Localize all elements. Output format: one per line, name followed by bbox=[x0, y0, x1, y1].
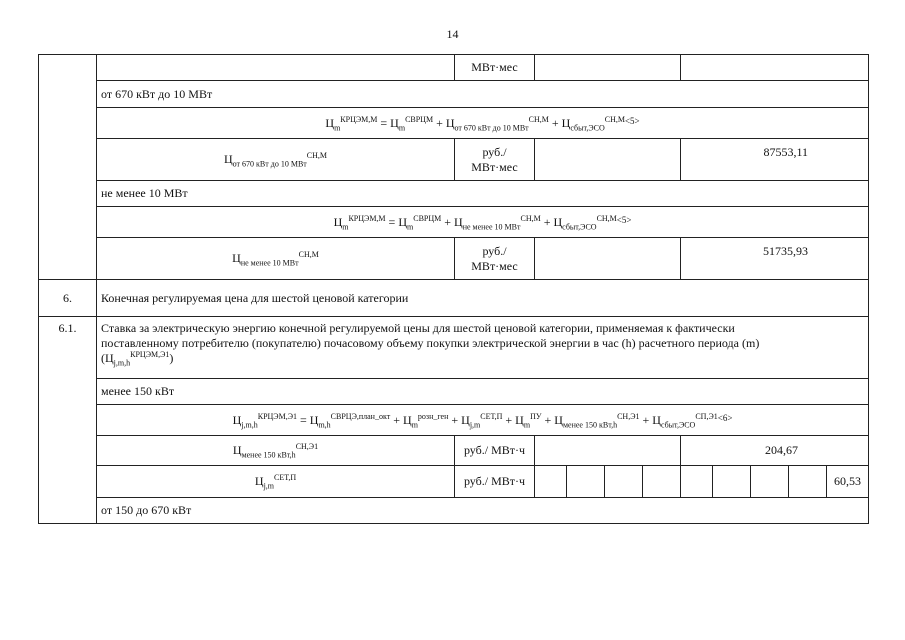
unit-cell: руб./ МВт·ч bbox=[455, 466, 535, 498]
table-row bbox=[39, 139, 869, 181]
row-number: 6. bbox=[39, 280, 97, 317]
section-label: от 150 до 670 кВт bbox=[97, 498, 869, 524]
table-row bbox=[39, 498, 869, 524]
page-number: 14 bbox=[446, 27, 459, 41]
symbol-cell: $Ц_{менее 150 кВт,h}^{СН,Э1}$ bbox=[97, 436, 455, 466]
table-row bbox=[39, 379, 869, 405]
table-row bbox=[39, 238, 869, 280]
row-description: Ставка за электрическую энергию конечной регулируемой цены для шестой ценовой категории, применяемая к фактически поставленному потребителю (покупателю) почасовому объему покупки электрической энергии в час (h) расчетного периода (m) $(Ц_{j,m,h}^{КРЦЭМ,Э1})$ bbox=[97, 317, 869, 379]
formula-10-plus: $Ц_m^{КРЦЭМ,М} = Ц_m^{СВРЦМ} + Ц_{не менее 10 МВт}^{СН,М} + Ц_{сбыт,ЭСО}^{СН,М<5>}$ bbox=[97, 207, 869, 238]
value-cell: 60,53 bbox=[827, 466, 869, 498]
formula-less-150: $Ц_{j,m,h}^{КРЦЭМ,Э1} = Ц_{m,h}^{СВРЦЭ,план\_окт} + Ц_m^{розн\_ген} + Ц_{j,m}^{СЕТ,П} + Ц_m^{ПУ} + Ц_{менее 150 кВт,h}^{СН,Э1} + Ц_{сбыт,ЭСО}^{СП,Э1<6>}$ bbox=[97, 405, 869, 436]
row-title: Конечная регулируемая цена для шестой ценовой категории bbox=[97, 280, 869, 317]
table-row bbox=[39, 466, 869, 498]
unit-cell: МВт·мес bbox=[455, 55, 535, 81]
row-number: 6.1. bbox=[39, 317, 97, 524]
symbol-cell: $Ц_{не менее 10 МВт}^{СН,М}$ bbox=[97, 238, 455, 280]
table-row bbox=[39, 405, 869, 436]
table-row bbox=[39, 181, 869, 207]
value-cell: 204,67 bbox=[681, 436, 869, 466]
table-row bbox=[39, 436, 869, 466]
symbol-cell: $Ц_{j,m}^{СЕТ,П}$ bbox=[97, 466, 455, 498]
section-label: от 670 кВт до 10 МВт bbox=[97, 81, 869, 108]
unit-cell: руб./ МВт·мес bbox=[455, 139, 535, 181]
table-row bbox=[39, 55, 869, 81]
formula-670-10: $Ц_m^{КРЦЭМ,М} = Ц_m^{СВРЦМ} + Ц_{от 670 кВт до 10 МВт}^{СН,М} + Ц_{сбыт,ЭСО}^{СН,М<5>}$ bbox=[97, 108, 869, 139]
symbol-cell: $Ц_{от 670 кВт до 10 МВт}^{СН,М}$ bbox=[97, 139, 455, 181]
table-row bbox=[39, 81, 869, 108]
unit-cell: руб./ МВт·мес bbox=[455, 238, 535, 280]
section-label: не менее 10 МВт bbox=[97, 181, 869, 207]
table-row bbox=[39, 317, 869, 379]
number-cell-empty bbox=[39, 55, 97, 280]
section-label: менее 150 кВт bbox=[97, 379, 869, 405]
table-row bbox=[39, 207, 869, 238]
table-row bbox=[39, 280, 869, 317]
unit-cell: руб./ МВт·ч bbox=[455, 436, 535, 466]
value-cell: 51735,93 bbox=[681, 238, 869, 280]
value-cell: 87553,11 bbox=[681, 139, 869, 181]
tariff-table bbox=[38, 54, 869, 524]
table-row bbox=[39, 108, 869, 139]
